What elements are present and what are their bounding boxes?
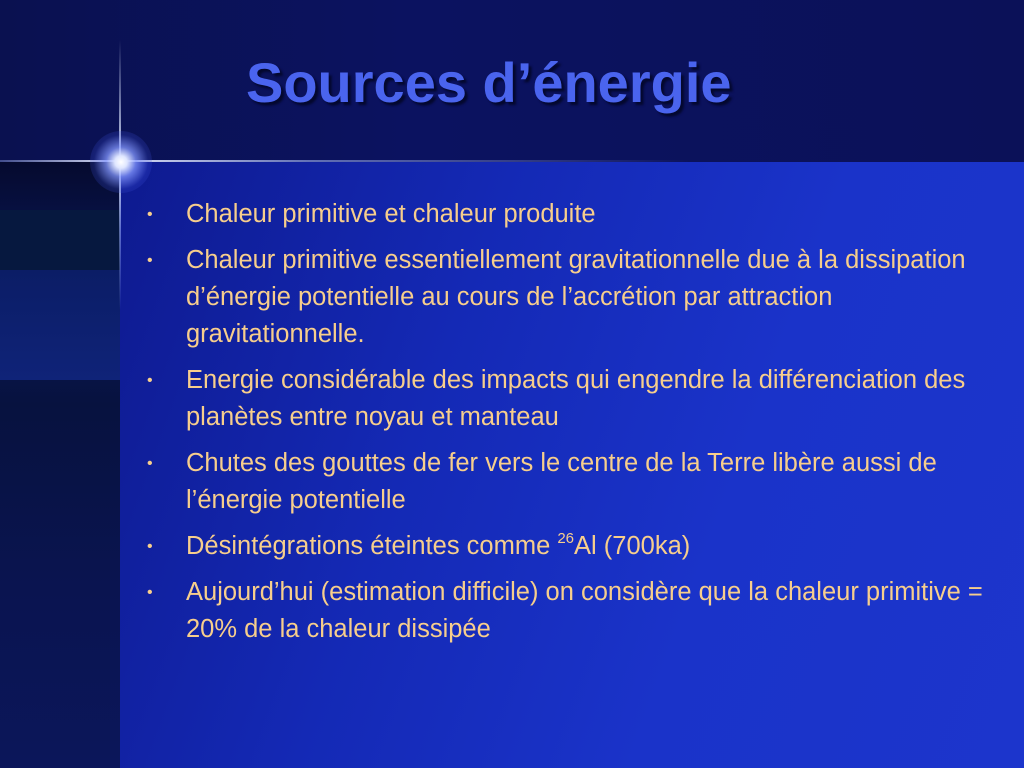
left-decor-strip xyxy=(0,162,120,768)
bullet-icon: • xyxy=(147,372,153,389)
slide-title: Sources d’énergie xyxy=(246,51,732,114)
bullet-list xyxy=(142,196,1002,657)
bullet-text: Chaleur primitive et chaleur produite xyxy=(186,200,596,228)
bullet-item xyxy=(142,445,1002,519)
isotope-superscript: 26 xyxy=(557,530,575,547)
bullet-text: Energie considérable des impacts qui engendre la différenciation des planètes entre noyau et manteau xyxy=(186,366,966,431)
bullet-text: Chutes des gouttes de fer vers le centre de la Terre libère aussi de l’énergie potentielle xyxy=(186,449,937,514)
bullet-item xyxy=(142,196,1002,233)
bullet-icon: • xyxy=(147,455,153,472)
bullet-item xyxy=(142,362,1002,436)
bullet-icon: • xyxy=(147,584,153,601)
bullet-item xyxy=(142,242,1002,353)
lens-flare-icon xyxy=(90,131,152,193)
bullet-icon: • xyxy=(147,206,153,223)
bullet-item xyxy=(142,528,1002,565)
left-decor-block xyxy=(0,210,120,270)
bullet-text-after: Al (700ka) xyxy=(574,532,691,560)
left-decor-block xyxy=(0,270,120,380)
bullet-item xyxy=(142,574,1002,648)
bullet-icon: • xyxy=(147,252,153,269)
bullet-text: Aujourd’hui (estimation difficile) on considère que la chaleur primitive = 20% de la chaleur dissipée xyxy=(186,578,983,643)
bullet-text-before: Désintégrations éteintes comme xyxy=(186,532,558,560)
bullet-icon: • xyxy=(147,538,153,555)
bullet-text: Chaleur primitive essentiellement gravitationnelle due à la dissipation d’énergie potentielle au cours de l’accrétion par attraction gravitationnelle. xyxy=(186,246,966,348)
